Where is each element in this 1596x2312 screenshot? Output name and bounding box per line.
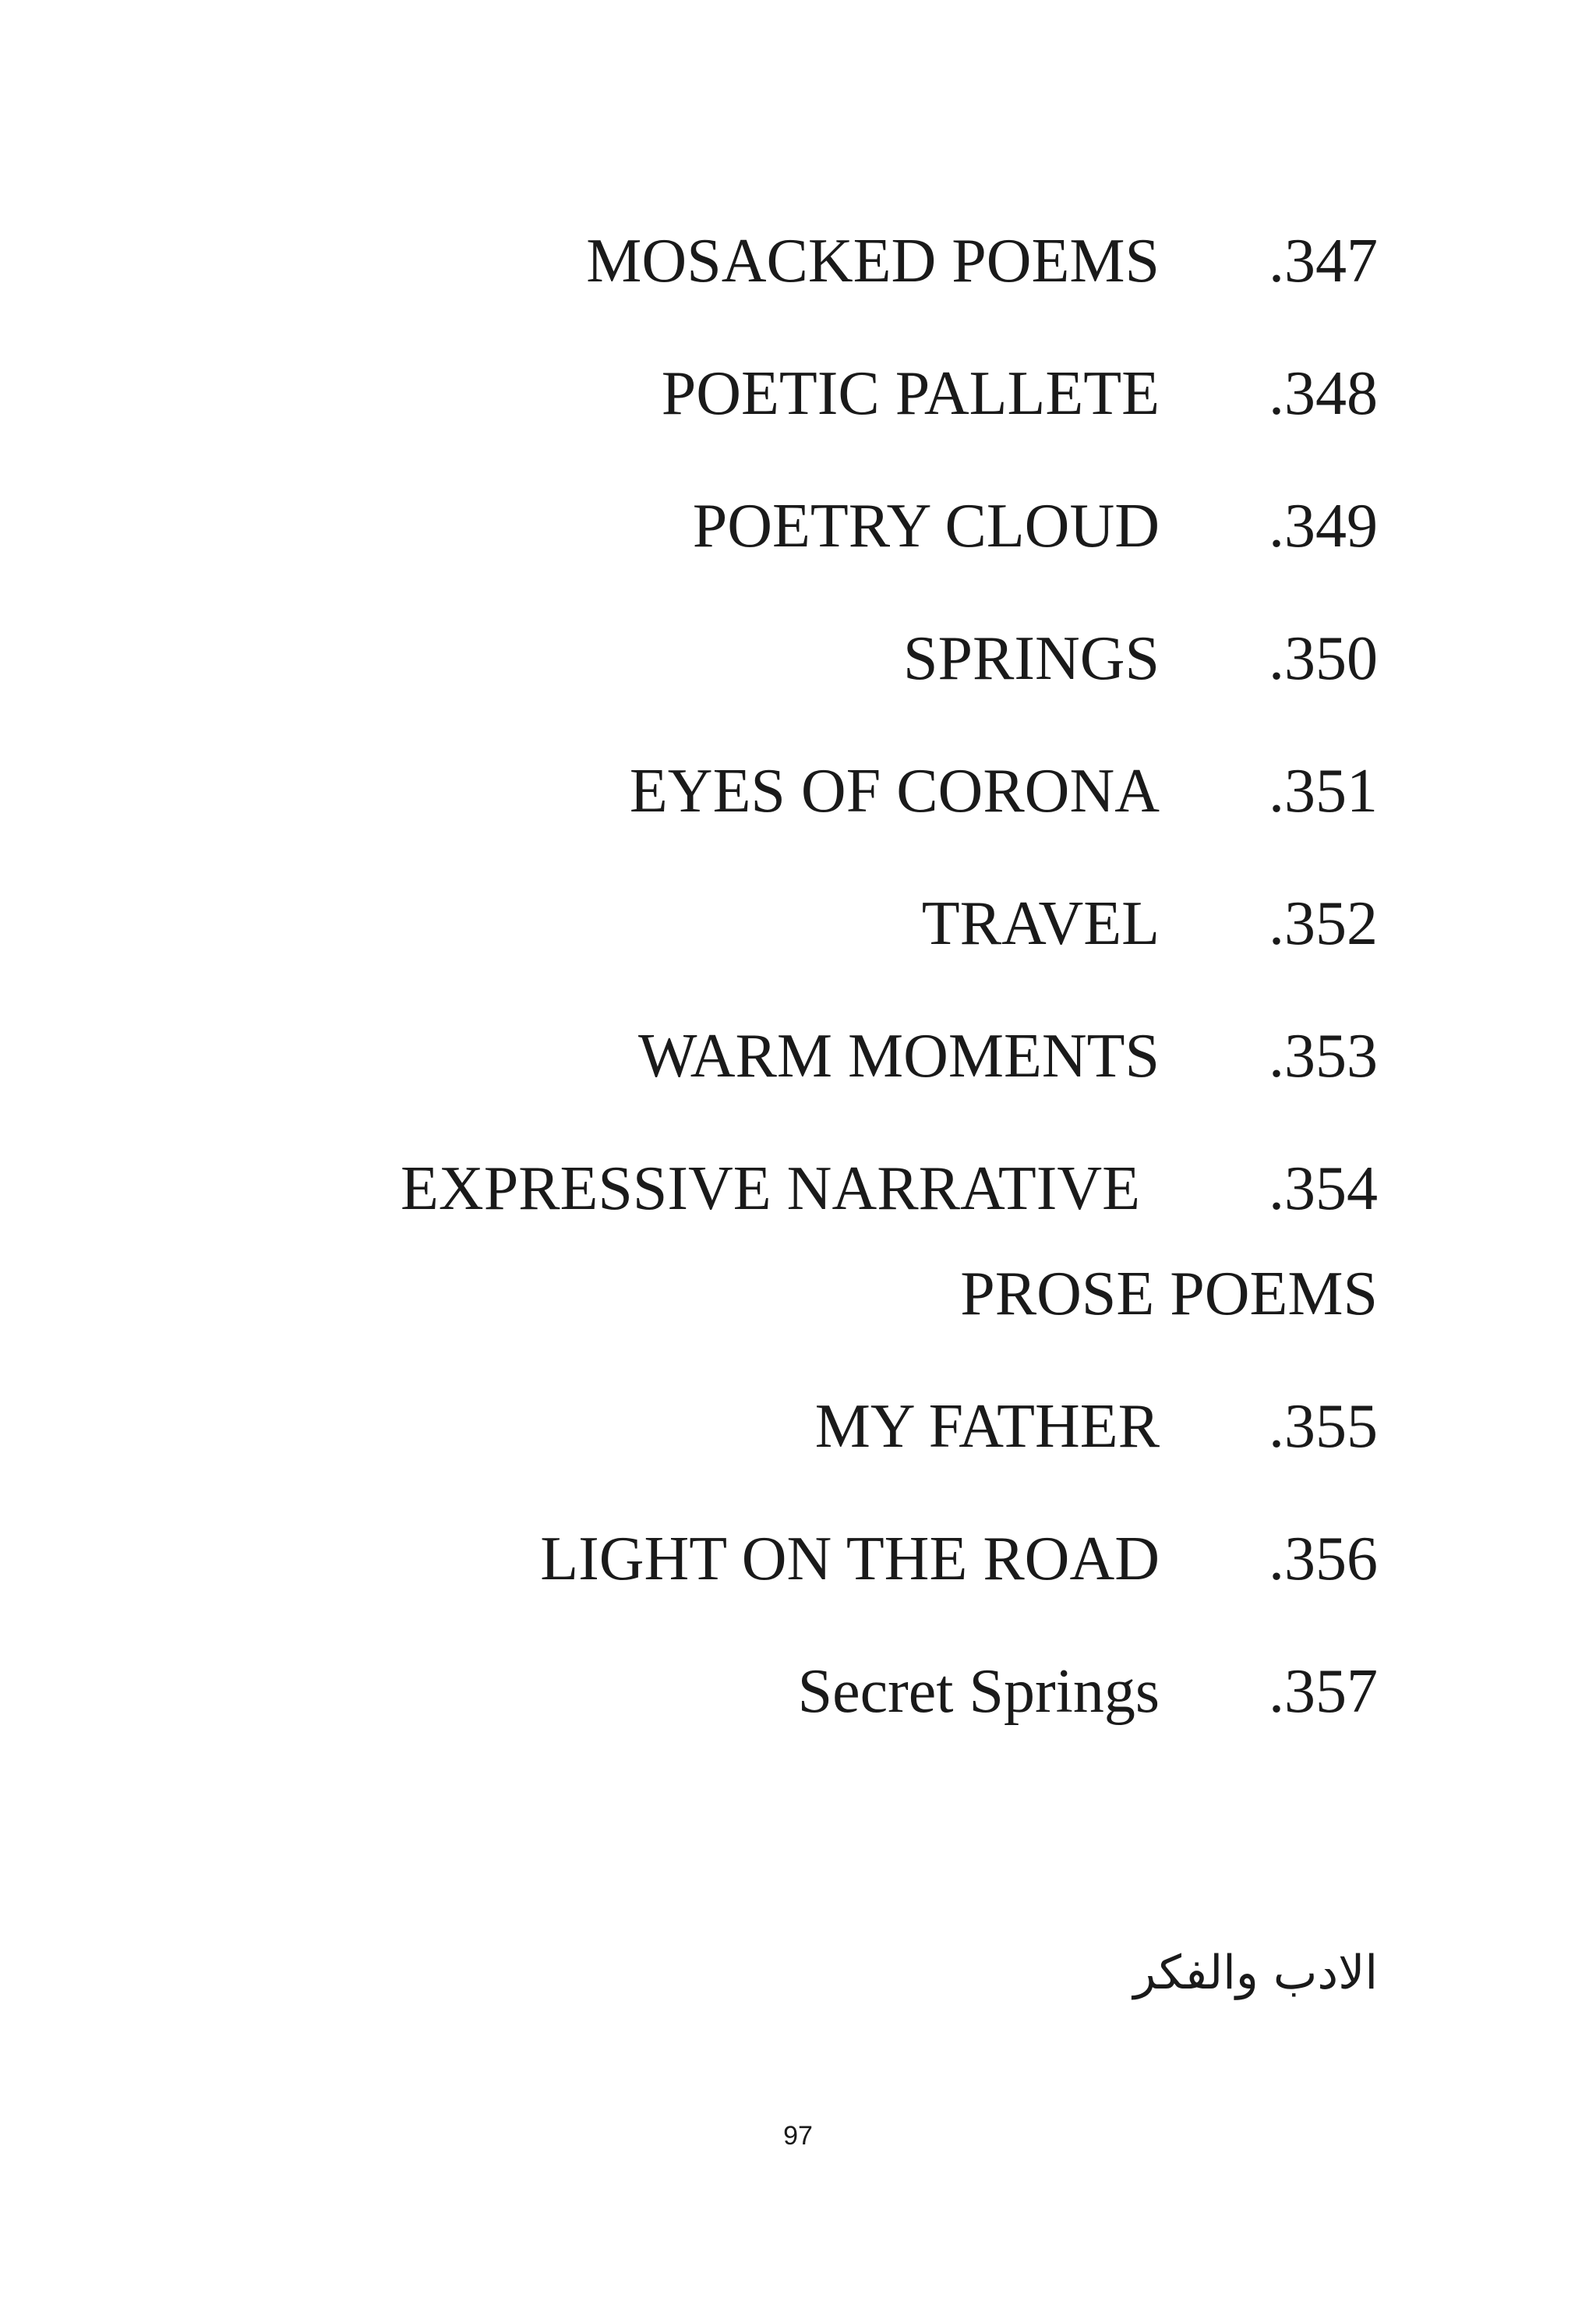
toc-entry: [0, 491, 1596, 561]
toc-entry: [0, 1154, 1596, 1224]
toc-entry-title: MY FATHER: [814, 1392, 1160, 1461]
toc-entry-title: POETIC PALLETE: [661, 359, 1160, 428]
toc-entry-title: WARM MOMENTS: [638, 1022, 1160, 1091]
toc-entry-title: SPRINGS: [902, 624, 1160, 693]
toc-entry-title: POETRY CLOUD: [692, 492, 1160, 560]
toc-entry-title: EYES OF CORONA: [629, 757, 1160, 825]
toc-entry: [0, 359, 1596, 429]
toc-entry: [0, 1021, 1596, 1091]
toc-entry-number: .355: [1269, 1392, 1378, 1461]
toc-entry-title-continuation: PROSE POEMS: [960, 1260, 1378, 1328]
toc-entry-number: .353: [1269, 1022, 1378, 1091]
toc-entry-number: .349: [1269, 492, 1378, 560]
toc-entry-title: LIGHT ON THE ROAD: [540, 1525, 1160, 1593]
toc-entry-number: .351: [1269, 757, 1378, 825]
toc-entry-number: .352: [1269, 889, 1378, 958]
toc-entry: [0, 1656, 1596, 1727]
toc-entry-number: .347: [1269, 227, 1378, 295]
toc-entry-number: .350: [1269, 624, 1378, 693]
toc-entry-number: .348: [1269, 359, 1378, 428]
toc-entry-number: .356: [1269, 1525, 1378, 1593]
toc-entry-number: .357: [1269, 1657, 1378, 1726]
toc-entry-title: TRAVEL: [921, 889, 1160, 958]
section-label: الادب والفكر: [1133, 1946, 1378, 2000]
toc-entry: [0, 889, 1596, 959]
toc-entry-number: .354: [1269, 1154, 1378, 1223]
page-number: 97: [783, 2121, 813, 2151]
toc-entry: [0, 624, 1596, 694]
toc-entry: [0, 1391, 1596, 1462]
toc-entry: [0, 226, 1596, 296]
toc-entry-title: MOSACKED POEMS: [586, 227, 1160, 295]
toc-entry-title: EXPRESSIVE NARRATIVE: [401, 1154, 1140, 1223]
toc-entry: [0, 1524, 1596, 1594]
toc-entry-title: Secret Springs: [797, 1657, 1160, 1726]
toc-entry: [0, 756, 1596, 826]
